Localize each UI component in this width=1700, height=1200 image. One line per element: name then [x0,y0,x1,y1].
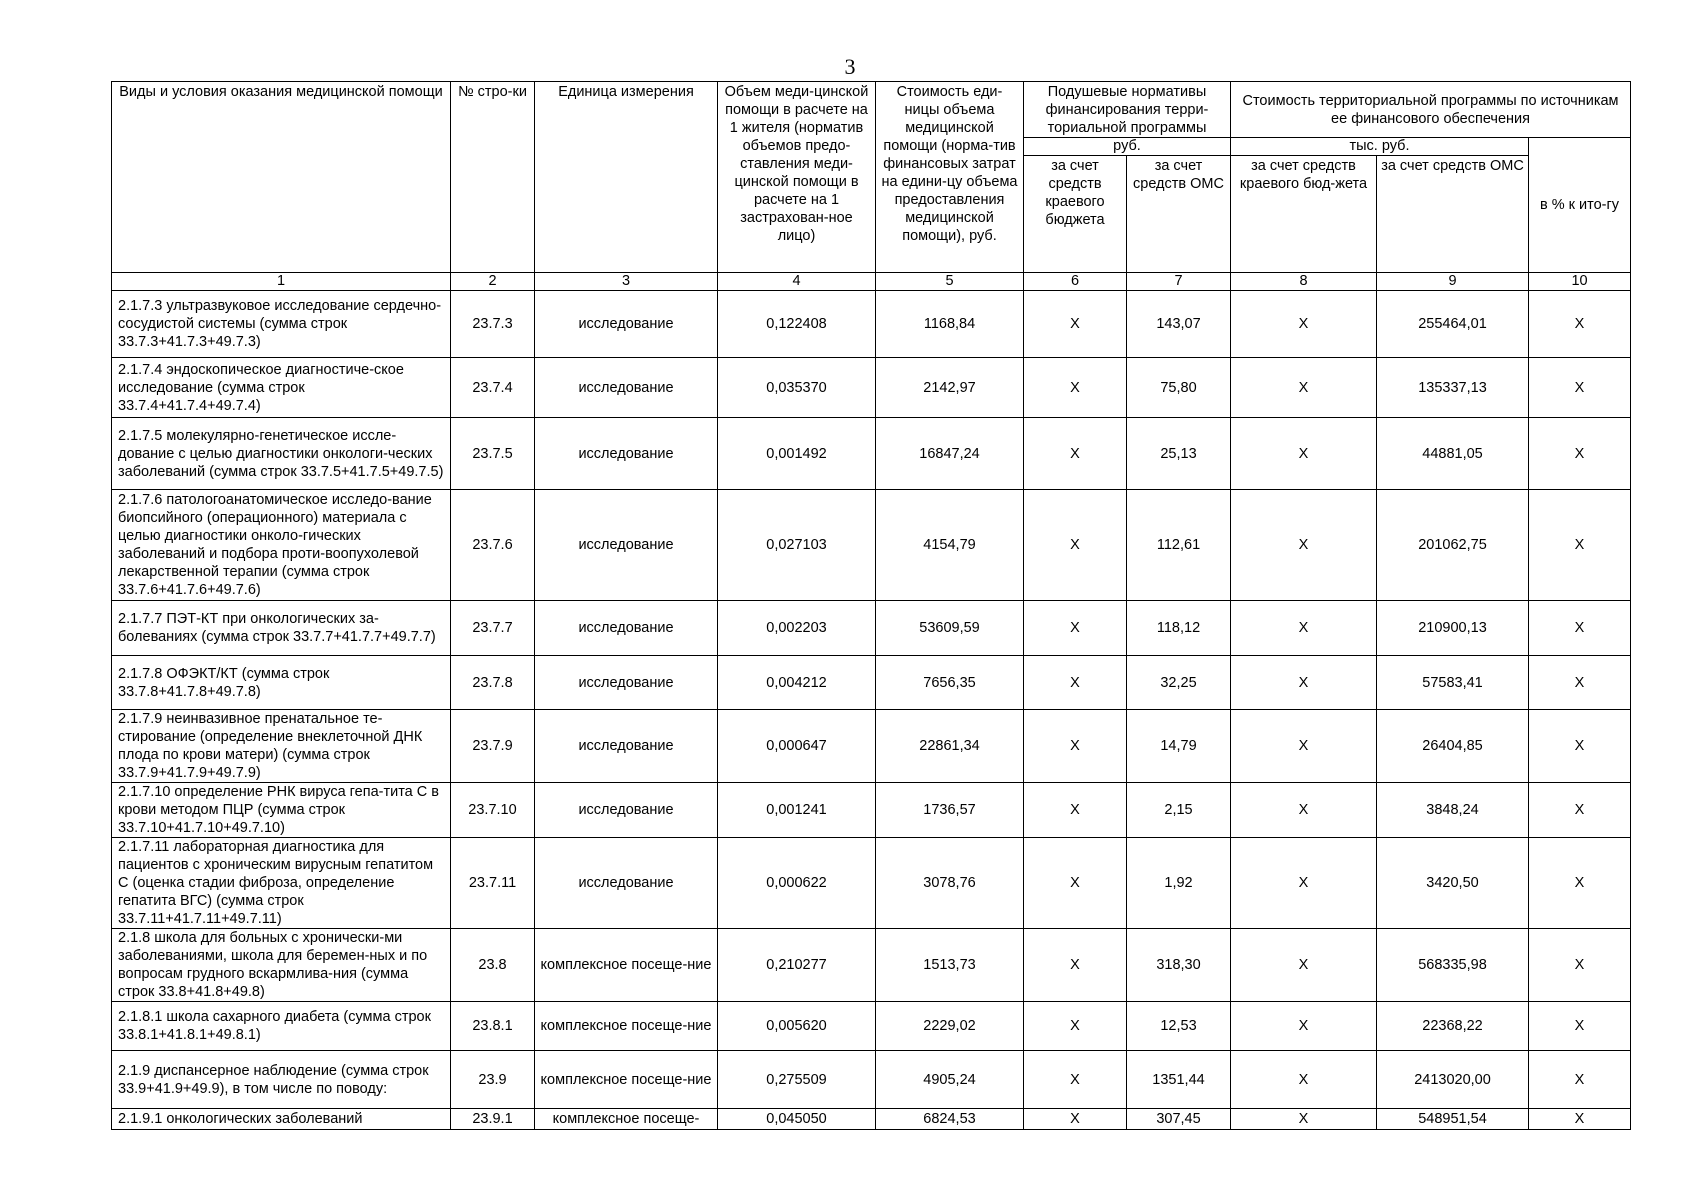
program-budget-cell: X [1231,291,1377,358]
column-number: 8 [1231,273,1377,291]
program-oms-cell: 201062,75 [1377,490,1529,601]
table-row [112,601,1631,656]
unit-cost-cell: 16847,24 [876,418,1024,490]
program-cost-table [111,81,1631,1130]
header-tp-budget: за счет средств краевого бюд-жета [1231,156,1377,273]
header-pc-oms: за счет средств ОМС [1127,156,1231,273]
column-number: 3 [535,273,718,291]
unit-cell: исследование [535,490,718,601]
program-budget-cell: X [1231,1002,1377,1051]
table-row [112,838,1631,929]
care-type-cell: 2.1.9.1 онкологических заболеваний [112,1109,451,1130]
unit-cell: исследование [535,418,718,490]
per-capita-oms-cell: 307,45 [1127,1109,1231,1130]
per-capita-budget-cell: X [1024,291,1127,358]
program-oms-cell: 255464,01 [1377,291,1529,358]
percent-total-cell: X [1529,710,1631,783]
page-number: 3 [844,54,856,79]
per-capita-oms-cell: 1,92 [1127,838,1231,929]
unit-cost-cell: 1168,84 [876,291,1024,358]
column-numbers-row [112,273,1631,291]
per-capita-oms-cell: 143,07 [1127,291,1231,358]
care-type-cell: 2.1.7.8 ОФЭКТ/КТ (сумма строк 33.7.8+41.7.8+49.7.8) [112,656,451,710]
care-type-cell: 2.1.8 школа для больных с хронически-ми заболеваниями, школа для беремен-ных и по вопросам грудного вскармлива-ния (сумма строк 33.8+41.8+49.8) [112,929,451,1002]
unit-cell: исследование [535,656,718,710]
program-budget-cell: X [1231,1051,1377,1109]
column-number: 7 [1127,273,1231,291]
program-budget-cell: X [1231,656,1377,710]
percent-total-cell: X [1529,656,1631,710]
program-budget-cell: X [1231,710,1377,783]
program-budget-cell: X [1231,838,1377,929]
program-oms-cell: 568335,98 [1377,929,1529,1002]
table-row [112,710,1631,783]
program-oms-cell: 22368,22 [1377,1002,1529,1051]
per-capita-oms-cell: 14,79 [1127,710,1231,783]
unit-cost-cell: 2142,97 [876,358,1024,418]
percent-total-cell: X [1529,1002,1631,1051]
care-type-cell: 2.1.7.10 определение РНК вируса гепа-тита С в крови методом ПЦР (сумма строк 33.7.10+41.7.10+49.7.10) [112,783,451,838]
line-number-cell: 23.7.3 [451,291,535,358]
percent-total-cell: X [1529,1109,1631,1130]
header-care-types: Виды и условия оказания медицинской помощи [112,82,451,273]
column-number: 9 [1377,273,1529,291]
header-tp-oms: за счет средств ОМС [1377,156,1529,273]
unit-cell: комплексное посеще- [535,1109,718,1130]
per-capita-oms-cell: 318,30 [1127,929,1231,1002]
per-capita-oms-cell: 112,61 [1127,490,1231,601]
volume-cell: 0,035370 [718,358,876,418]
per-capita-budget-cell: X [1024,838,1127,929]
line-number-cell: 23.9.1 [451,1109,535,1130]
column-number: 1 [112,273,451,291]
unit-cost-cell: 1513,73 [876,929,1024,1002]
program-oms-cell: 44881,05 [1377,418,1529,490]
per-capita-budget-cell: X [1024,601,1127,656]
unit-cost-cell: 4154,79 [876,490,1024,601]
per-capita-oms-cell: 75,80 [1127,358,1231,418]
column-number: 10 [1529,273,1631,291]
program-oms-cell: 210900,13 [1377,601,1529,656]
unit-cost-cell: 7656,35 [876,656,1024,710]
per-capita-budget-cell: X [1024,358,1127,418]
header-volume-text: Объем меди-цинской помощи в расчете на 1 жителя (норматив объемов предо-ставления меди-цинской помощи в расчете на 1 застрахован-ное лицо) [724,84,869,244]
program-budget-cell: X [1231,929,1377,1002]
header-percent-total: в % к ито-гу [1529,138,1631,273]
table-row [112,490,1631,601]
per-capita-budget-cell: X [1024,783,1127,838]
per-capita-budget-cell: X [1024,490,1127,601]
unit-cost-cell: 3078,76 [876,838,1024,929]
line-number-cell: 23.7.8 [451,656,535,710]
program-oms-cell: 2413020,00 [1377,1051,1529,1109]
per-capita-oms-cell: 25,13 [1127,418,1231,490]
care-type-cell: 2.1.7.9 неинвазивное пренатальное те-стирование (определение внеклеточной ДНК плода по крови матери) (сумма строк 33.7.9+41.7.9+49.7.9) [112,710,451,783]
program-oms-cell: 548951,54 [1377,1109,1529,1130]
care-type-cell: 2.1.7.3 ультразвуковое исследование сердечно-сосудистой системы (сумма строк 33.7.3+41.7.3+49.7.3) [112,291,451,358]
table-row [112,358,1631,418]
percent-total-cell: X [1529,1051,1631,1109]
volume-cell: 0,000622 [718,838,876,929]
line-number-cell: 23.7.10 [451,783,535,838]
volume-cell: 0,275509 [718,1051,876,1109]
table-row [112,929,1631,1002]
table-row [112,656,1631,710]
per-capita-budget-cell: X [1024,418,1127,490]
care-type-cell: 2.1.7.4 эндоскопическое диагностиче-ское исследование (сумма строк 33.7.4+41.7.4+49.7.4) [112,358,451,418]
per-capita-budget-cell: X [1024,1051,1127,1109]
line-number-cell: 23.7.6 [451,490,535,601]
care-type-cell: 2.1.7.11 лабораторная диагностика для пациентов с хроническим вирусным гепатитом С (оценка стадии фиброза, определение гепатита ВГС) (сумма строк 33.7.11+41.7.11+49.7.11) [112,838,451,929]
volume-cell: 0,005620 [718,1002,876,1051]
program-oms-cell: 3848,24 [1377,783,1529,838]
program-budget-cell: X [1231,490,1377,601]
table-row [112,1002,1631,1051]
unit-cost-cell: 4905,24 [876,1051,1024,1109]
volume-cell: 0,000647 [718,710,876,783]
program-oms-cell: 135337,13 [1377,358,1529,418]
line-number-cell: 23.7.9 [451,710,535,783]
column-number: 5 [876,273,1024,291]
header-unit-rub: руб. [1024,138,1231,156]
program-budget-cell: X [1231,1109,1377,1130]
percent-total-cell: X [1529,838,1631,929]
care-type-cell: 2.1.7.5 молекулярно-генетическое иссле-дование с целью диагностики онкологи-ческих заболеваний (сумма строк 33.7.5+41.7.5+49.7.5) [112,418,451,490]
per-capita-oms-cell: 118,12 [1127,601,1231,656]
care-type-cell: 2.1.8.1 школа сахарного диабета (сумма строк 33.8.1+41.8.1+49.8.1) [112,1002,451,1051]
program-oms-cell: 26404,85 [1377,710,1529,783]
volume-cell: 0,122408 [718,291,876,358]
volume-cell: 0,045050 [718,1109,876,1130]
line-number-cell: 23.9 [451,1051,535,1109]
table-row [112,291,1631,358]
table-row [112,1109,1631,1130]
line-number-cell: 23.8 [451,929,535,1002]
program-budget-cell: X [1231,418,1377,490]
care-type-cell: 2.1.7.6 патологоанатомическое исследо-вание биопсийного (операционного) материала с целью диагностики онколо-гических заболеваний и подбора проти-воопухолевой лекарственной терапии (сумма строк 33.7.6+41.7.6+49.7.6) [112,490,451,601]
per-capita-oms-cell: 32,25 [1127,656,1231,710]
unit-cell: комплексное посеще-ние [535,1002,718,1051]
percent-total-cell: X [1529,358,1631,418]
percent-total-cell: X [1529,601,1631,656]
per-capita-oms-cell: 1351,44 [1127,1051,1231,1109]
per-capita-budget-cell: X [1024,1109,1127,1130]
per-capita-budget-cell: X [1024,1002,1127,1051]
unit-cell: исследование [535,601,718,656]
percent-total-cell: X [1529,490,1631,601]
per-capita-budget-cell: X [1024,656,1127,710]
program-oms-cell: 57583,41 [1377,656,1529,710]
unit-cost-cell: 2229,02 [876,1002,1024,1051]
header-unit: Единица измерения [535,82,718,273]
unit-cell: комплексное посеще-ние [535,929,718,1002]
percent-total-cell: X [1529,929,1631,1002]
per-capita-budget-cell: X [1024,710,1127,783]
program-budget-cell: X [1231,601,1377,656]
header-unit-thousand-rub: тыс. руб. [1231,138,1529,156]
table-row [112,783,1631,838]
line-number-cell: 23.7.7 [451,601,535,656]
percent-total-cell: X [1529,291,1631,358]
care-type-cell: 2.1.7.7 ПЭТ-КТ при онкологических за-болеваниях (сумма строк 33.7.7+41.7.7+49.7.7) [112,601,451,656]
volume-cell: 0,001241 [718,783,876,838]
percent-total-cell: X [1529,783,1631,838]
header-per-capita-group: Подушевые нормативы финансирования терри-ториальной программы [1024,82,1231,138]
volume-cell: 0,002203 [718,601,876,656]
program-budget-cell: X [1231,783,1377,838]
care-type-cell: 2.1.9 диспансерное наблюдение (сумма строк 33.9+41.9+49.9), в том числе по поводу: [112,1051,451,1109]
line-number-cell: 23.7.11 [451,838,535,929]
table-row [112,418,1631,490]
line-number-cell: 23.7.5 [451,418,535,490]
per-capita-budget-cell: X [1024,929,1127,1002]
column-number: 2 [451,273,535,291]
unit-cell: исследование [535,710,718,783]
line-number-cell: 23.7.4 [451,358,535,418]
line-number-cell: 23.8.1 [451,1002,535,1051]
per-capita-oms-cell: 12,53 [1127,1002,1231,1051]
unit-cell: исследование [535,838,718,929]
header-row-1 [112,82,1631,138]
unit-cell: исследование [535,783,718,838]
column-number: 6 [1024,273,1127,291]
program-budget-cell: X [1231,358,1377,418]
unit-cost-cell: 6824,53 [876,1109,1024,1130]
volume-cell: 0,210277 [718,929,876,1002]
volume-cell: 0,001492 [718,418,876,490]
column-number: 4 [718,273,876,291]
header-line-number: № стро-ки [451,82,535,273]
header-cost-group: Стоимость территориальной программы по источникам ее финансового обеспечения [1231,82,1631,138]
per-capita-oms-cell: 2,15 [1127,783,1231,838]
unit-cost-cell: 1736,57 [876,783,1024,838]
volume-cell: 0,027103 [718,490,876,601]
header-pc-budget: за счет средств краевого бюджета [1024,156,1127,273]
unit-cell: исследование [535,291,718,358]
unit-cost-cell: 22861,34 [876,710,1024,783]
percent-total-cell: X [1529,418,1631,490]
header-unit-cost: Стоимость еди-ницы объема медицинской помощи (норма-тив финансовых затрат на едини-цу объема предоставления медицинской помощи), руб. [876,82,1024,273]
unit-cell: комплексное посеще-ние [535,1051,718,1109]
header-volume [718,82,876,273]
table-row [112,1051,1631,1109]
volume-cell: 0,004212 [718,656,876,710]
unit-cell: исследование [535,358,718,418]
unit-cost-cell: 53609,59 [876,601,1024,656]
program-oms-cell: 3420,50 [1377,838,1529,929]
